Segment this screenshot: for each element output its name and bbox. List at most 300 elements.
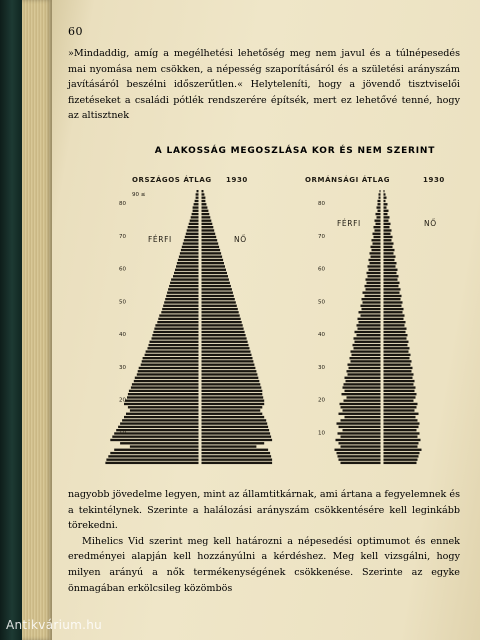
male-bar (110, 439, 198, 441)
male-bar (162, 308, 198, 310)
male-bar (139, 367, 199, 369)
female-bar (384, 380, 415, 382)
male-bar (196, 193, 199, 195)
age-tick-label: 60 (318, 266, 325, 273)
male-bar (345, 416, 381, 418)
female-bar (384, 422, 420, 424)
male-bar (341, 419, 381, 421)
male-bar (141, 364, 199, 366)
male-bar (190, 220, 199, 222)
female-bar (202, 364, 255, 366)
male-bar (128, 393, 199, 395)
female-bar (384, 347, 410, 349)
male-bar (348, 364, 381, 366)
male-bar (134, 380, 199, 382)
female-bar (202, 262, 225, 264)
male-bar (116, 429, 198, 431)
female-bar (384, 364, 411, 366)
female-bar (384, 288, 401, 290)
male-bar (110, 452, 198, 454)
male-bar (191, 216, 199, 218)
male-bar (347, 370, 381, 372)
male-bar (152, 337, 199, 339)
male-bar (114, 449, 198, 451)
female-bar (202, 308, 238, 310)
female-bar (384, 455, 419, 457)
female-bar (384, 377, 413, 379)
male-bar (153, 331, 198, 333)
female-bar (384, 246, 393, 248)
female-bar (202, 455, 272, 457)
female-bar (202, 432, 271, 434)
female-bar (202, 321, 242, 323)
female-bar (202, 318, 241, 320)
female-bar (202, 406, 263, 408)
female-bar (384, 354, 411, 356)
female-bar (202, 419, 267, 421)
female-bar (384, 328, 407, 330)
female-bar (202, 403, 265, 405)
female-bar (384, 220, 389, 222)
male-bar (171, 278, 198, 280)
male-bar (339, 459, 381, 461)
male-bar (377, 206, 381, 208)
female-bar (202, 314, 240, 316)
male-bar (365, 295, 381, 297)
female-bar (202, 370, 257, 372)
paragraph-top: »Mindaddig, amíg a megélhetési lehetőség meg nem javul és a túlnépesedés mai nyomása nem csökken, a népesség szaporításáról és a születési arányszám javításáról beszélni időszerűtlen.« Helyteleníti, hogy a jövendő tisztviselői fizetéseket a családi pótlék rendszerére építsék, mert ez lehetővé tenné, hogy az altisztnek (68, 48, 460, 122)
male-bar (183, 242, 199, 244)
male-bar (146, 350, 199, 352)
male-bar (379, 193, 381, 195)
female-bar (202, 246, 220, 248)
age-tick-label: 30 (318, 364, 325, 371)
male-bar (173, 275, 199, 277)
female-bar (384, 233, 391, 235)
pyramid-top-tick: 90 ≤ (132, 192, 146, 198)
female-bar (202, 200, 206, 202)
female-bar (202, 367, 256, 369)
female-bar (202, 350, 251, 352)
female-bar (384, 373, 414, 375)
male-bar (363, 301, 381, 303)
male-bar (179, 256, 199, 258)
female-bar (384, 321, 406, 323)
female-bar (202, 236, 217, 238)
female-bar (202, 354, 252, 356)
male-bar (157, 321, 198, 323)
male-bar (375, 229, 381, 231)
male-bar (152, 334, 198, 336)
male-bar (351, 350, 381, 352)
female-bar (202, 210, 209, 212)
male-bar (335, 449, 381, 451)
male-bar (127, 396, 199, 398)
page-number: 60 (68, 25, 83, 38)
male-bar (373, 242, 381, 244)
female-bar (384, 341, 409, 343)
male-bar (339, 413, 381, 415)
male-bar (189, 223, 199, 225)
female-bar (202, 390, 263, 392)
female-bar (202, 396, 264, 398)
male-bar (378, 203, 381, 205)
male-bar (174, 272, 199, 274)
female-bar (384, 445, 418, 447)
female-bar (384, 416, 416, 418)
female-bar (202, 380, 260, 382)
age-tick-label: 50 (318, 299, 325, 306)
female-bar (384, 226, 390, 228)
female-bar (384, 200, 386, 202)
male-bar (350, 357, 381, 359)
male-bar (355, 341, 381, 343)
female-bar (384, 331, 406, 333)
male-bar (341, 436, 381, 438)
female-bar (384, 337, 407, 339)
pyramid-bars (105, 186, 272, 465)
female-bar (202, 278, 229, 280)
female-bar (384, 462, 417, 464)
male-bar (357, 334, 381, 336)
male-bar (345, 390, 381, 392)
male-bar (370, 252, 381, 254)
female-bar (202, 220, 212, 222)
female-bar (384, 390, 415, 392)
female-bar (384, 190, 385, 192)
female-bar (202, 426, 269, 428)
male-bar (187, 229, 199, 231)
male-bar (357, 324, 381, 326)
male-bar (378, 200, 381, 202)
male-bar (154, 328, 198, 330)
female-bar (202, 292, 233, 294)
male-bar (377, 216, 381, 218)
female-bar (384, 432, 420, 434)
male-bar (193, 210, 199, 212)
female-bar (384, 396, 416, 398)
female-bar (202, 256, 223, 258)
male-bar (365, 285, 381, 287)
pyramid-ormansag (305, 175, 445, 465)
male-bar (341, 445, 381, 447)
male-bar (155, 324, 198, 326)
female-bar (202, 331, 245, 333)
female-bar (384, 203, 388, 205)
male-bar (358, 318, 381, 320)
female-bar (202, 269, 227, 271)
male-bar (159, 314, 198, 316)
age-tick-label: 60 (119, 266, 126, 273)
male-bar (354, 347, 381, 349)
male-bar (371, 246, 381, 248)
male-bar (368, 275, 381, 277)
female-bar (202, 449, 269, 451)
watermark: Antikvárium.hu (6, 618, 103, 632)
male-bar (339, 442, 381, 444)
age-tick-label: 80 (318, 201, 325, 208)
male-bar (148, 347, 199, 349)
female-bar (384, 216, 390, 218)
male-bar (343, 409, 381, 411)
female-bar (384, 429, 417, 431)
female-bar (202, 226, 214, 228)
female-bar (384, 197, 387, 199)
male-bar (379, 197, 381, 199)
male-bar (185, 236, 199, 238)
male-bar (158, 318, 198, 320)
male-bar (362, 298, 381, 300)
male-bar (361, 305, 381, 307)
female-bar (384, 262, 397, 264)
male-bar (193, 206, 199, 208)
male-bar (166, 295, 198, 297)
male-bar (182, 246, 199, 248)
male-bar (130, 409, 199, 411)
male-bar (181, 249, 199, 251)
male-bar (372, 249, 381, 251)
male-bar (150, 341, 199, 343)
male-bar (165, 298, 198, 300)
male-bar (370, 262, 381, 264)
male-bar (378, 210, 381, 212)
female-bar (202, 400, 265, 402)
male-bar (345, 377, 381, 379)
male-bar (186, 233, 199, 235)
male-bar (341, 406, 381, 408)
male-bar (366, 288, 381, 290)
male-bar (137, 373, 199, 375)
female-bar (384, 439, 421, 441)
female-bar (384, 242, 394, 244)
male-bar (359, 311, 381, 313)
male-bar (176, 265, 199, 267)
female-bar (384, 305, 402, 307)
female-bar (384, 259, 395, 261)
female-bar (202, 373, 258, 375)
male-bar (353, 344, 381, 346)
male-bar (188, 226, 199, 228)
male-bar (362, 308, 381, 310)
female-bar (384, 269, 398, 271)
male-bar (344, 383, 381, 385)
female-bar (202, 193, 205, 195)
male-bar (105, 462, 198, 464)
male-bar (339, 426, 381, 428)
pyramid-year: 1930 (226, 176, 248, 184)
female-bar (384, 295, 402, 297)
female-bar (384, 386, 416, 388)
female-bar (384, 449, 422, 451)
female-bar (384, 265, 396, 267)
male-bar (164, 301, 198, 303)
female-bar (384, 452, 420, 454)
female-bar (384, 334, 408, 336)
female-bar (384, 249, 395, 251)
pyramid-heading: ORSZÁGOS ÁTLAG (132, 176, 212, 184)
age-tick-label: 50 (119, 299, 126, 306)
male-bar (373, 233, 381, 235)
female-bar (202, 422, 268, 424)
age-tick-label: 70 (318, 233, 325, 240)
male-bar (368, 265, 381, 267)
male-bar (351, 360, 381, 362)
paragraph-bottom-1: nagyobb jövedelme legyen, mint az államtitkárnak, ami ártana a fegyelemnek és a tekintélynek. Szerinte a halálozási arányszám csökkentésére kell leginkább törekedni. (68, 489, 461, 532)
male-bar (177, 262, 199, 264)
male-bar (108, 455, 198, 457)
male-bar (126, 413, 199, 415)
female-label: NŐ (234, 235, 247, 244)
female-bar (202, 213, 210, 215)
female-bar (202, 383, 261, 385)
male-bar (375, 220, 381, 222)
male-bar (371, 256, 381, 258)
male-bar (149, 344, 199, 346)
female-bar (202, 275, 229, 277)
male-bar (363, 292, 381, 294)
female-bar (202, 360, 254, 362)
female-bar (202, 203, 207, 205)
male-bar (106, 459, 198, 461)
female-bar (384, 301, 403, 303)
female-bar (384, 285, 399, 287)
female-bar (202, 462, 273, 464)
pyramid-ticks (318, 201, 325, 436)
female-bar (202, 324, 243, 326)
female-bar (202, 233, 216, 235)
male-bar (337, 422, 381, 424)
male-bar (197, 190, 199, 192)
age-tick-label: 20 (318, 397, 325, 404)
female-bar (202, 386, 262, 388)
female-bar (384, 406, 417, 408)
male-bar (192, 213, 199, 215)
female-bar (384, 459, 418, 461)
female-bar (202, 452, 271, 454)
female-bar (384, 206, 387, 208)
female-bar (384, 223, 391, 225)
figure-title: A LAKOSSÁG MEGOSZLÁSA KOR ÉS NEM SZERINT (154, 146, 436, 156)
male-bar (118, 426, 198, 428)
male-bar (369, 259, 381, 261)
male-bar (168, 288, 198, 290)
female-bar (384, 272, 397, 274)
female-bar (202, 216, 211, 218)
male-bar (343, 386, 381, 388)
female-bar (202, 206, 208, 208)
female-bar (384, 278, 398, 280)
male-bar (354, 337, 381, 339)
female-bar (202, 341, 248, 343)
male-bar (170, 282, 198, 284)
female-bar (202, 295, 234, 297)
male-bar (129, 390, 199, 392)
male-bar (348, 373, 381, 375)
female-bar (202, 242, 219, 244)
pyramid-heading: ORMÁNSÁGI ÁTLAG (305, 176, 391, 184)
male-bar (366, 278, 381, 280)
male-bar (175, 269, 199, 271)
male-bar (142, 360, 199, 362)
female-bar (202, 197, 206, 199)
male-bar (369, 269, 381, 271)
age-tick-label: 10 (119, 430, 126, 437)
pyramid-year: 1930 (423, 176, 445, 184)
female-bar (384, 311, 403, 313)
female-bar (384, 403, 418, 405)
female-bar (202, 265, 226, 267)
female-bar (384, 413, 419, 415)
male-bar (135, 377, 199, 379)
female-bar (384, 308, 404, 310)
male-bar (131, 386, 199, 388)
male-bar (163, 305, 198, 307)
female-bar (384, 252, 394, 254)
female-bar (384, 275, 399, 277)
female-bar (384, 360, 412, 362)
female-bar (384, 282, 400, 284)
female-bar (202, 377, 259, 379)
age-tick-label: 20 (119, 397, 126, 404)
male-bar (352, 354, 381, 356)
age-tick-label: 40 (318, 332, 325, 338)
female-bar (202, 436, 272, 438)
female-bar (202, 445, 257, 447)
male-bar (344, 400, 381, 402)
female-bar (384, 383, 414, 385)
female-bar (384, 436, 418, 438)
age-tick-label: 30 (119, 364, 126, 371)
female-bar (384, 292, 400, 294)
male-bar (196, 197, 199, 199)
female-bar (202, 311, 239, 313)
female-bar (384, 210, 389, 212)
pyramid-ticks (119, 201, 126, 436)
male-bar (138, 370, 199, 372)
female-bar (202, 301, 236, 303)
male-bar (338, 455, 381, 457)
female-bar (202, 249, 221, 251)
female-bar (202, 190, 204, 192)
male-bar (355, 331, 381, 333)
male-bar (359, 321, 381, 323)
female-bar (202, 429, 270, 431)
female-bar (202, 337, 247, 339)
male-bar (161, 311, 198, 313)
female-bar (202, 409, 261, 411)
female-bar (384, 442, 419, 444)
female-bar (384, 236, 393, 238)
male-label: FÉRFI (337, 219, 361, 228)
male-bar (125, 400, 199, 402)
female-bar (202, 357, 253, 359)
male-bar (376, 213, 381, 215)
male-bar (128, 406, 199, 408)
female-bar (202, 239, 218, 241)
male-bar (346, 380, 381, 382)
female-bar (384, 419, 418, 421)
paragraph-bottom (68, 487, 460, 596)
male-bar (372, 239, 381, 241)
female-bar (202, 252, 222, 254)
male-bar (143, 357, 199, 359)
male-bar (342, 393, 381, 395)
female-bar (202, 229, 215, 231)
female-label: NŐ (424, 219, 437, 228)
pyramid-national (105, 175, 272, 465)
female-bar (202, 305, 237, 307)
male-bar (132, 383, 199, 385)
